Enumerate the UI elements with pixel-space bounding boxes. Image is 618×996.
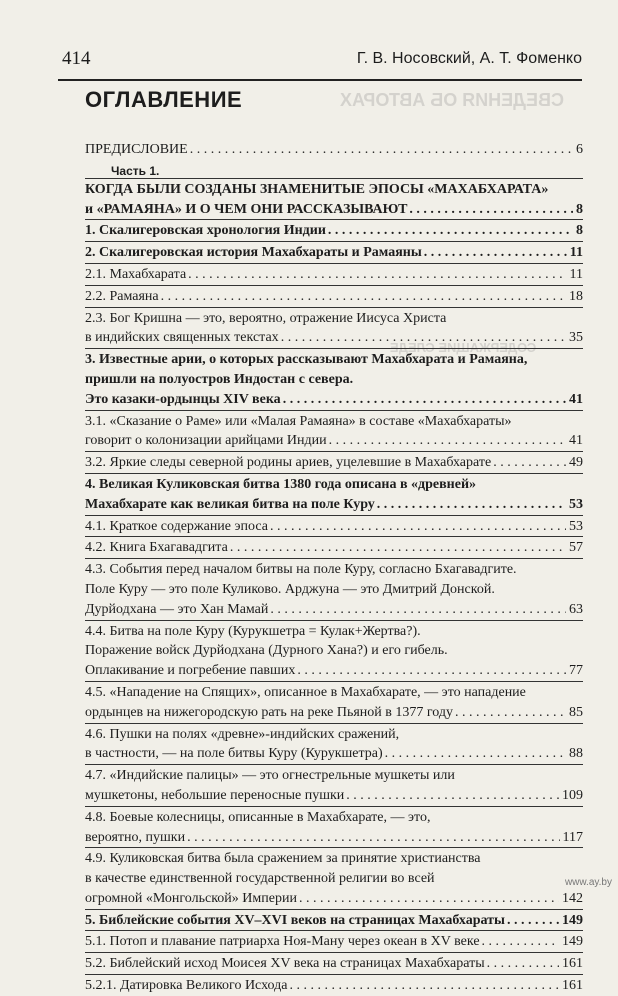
toc-entry[interactable] [85, 473, 583, 515]
toc-entry-text: 1. Скалигеровская хронология Индии [85, 223, 326, 239]
bleed-through-heading: СВЕДЕНИЯ ОБ АВТОРАХ [340, 90, 564, 110]
toc-page-number: 49 [569, 455, 583, 471]
dot-leader [281, 328, 566, 348]
toc-page-number: 35 [569, 330, 583, 346]
toc-entry-text: 4.8. Боевые колесницы, описанные в Махабхарате, — это, [85, 809, 431, 825]
toc-entry-text: 4. Великая Куликовская битва 1380 года описана в «древней» [85, 476, 477, 492]
dot-leader [424, 243, 567, 263]
toc-entry-text: Это казаки-ордынцы XIV века [85, 391, 281, 407]
toc-page-number: 88 [569, 746, 583, 762]
toc-entry-text: Махабхарате как великая битва на поле Куру [85, 496, 375, 512]
toc-page-number: 8 [576, 223, 583, 239]
dot-leader [507, 911, 559, 931]
dot-leader [346, 786, 559, 806]
toc-entry[interactable] [85, 140, 583, 160]
dot-leader [455, 703, 566, 723]
toc-page-number: 8 [576, 201, 583, 217]
dot-leader [283, 390, 566, 410]
toc-entry-text: 5.2. Библейский исход Моисея XV века на страницах Махабхараты [85, 956, 485, 972]
toc-page-number: 6 [576, 142, 583, 157]
toc-entry[interactable] [85, 515, 583, 537]
toc-entry-text: 4.1. Краткое содержание эпоса [85, 518, 268, 534]
table-of-contents [85, 140, 583, 996]
toc-entry-text: 2. Скалигеровская история Махабхараты и Рамаяны [85, 245, 422, 261]
toc-entry-text: 2.1. Махабхарата [85, 266, 187, 282]
dot-leader [385, 744, 566, 764]
toc-page-number: 117 [562, 829, 583, 845]
toc-entry[interactable] [85, 241, 583, 263]
toc-entry-text: 5. Библейские события XV–XVI веков на страницах Махабхараты [85, 912, 505, 928]
toc-page-number: 11 [569, 266, 583, 282]
toc-entry-text: в индийских священных текстах [85, 330, 279, 346]
toc-page-number: 53 [569, 518, 583, 534]
toc-entry[interactable] [85, 764, 583, 806]
toc-entry-text: 5.2.1. Датировка Великого Исхода [85, 978, 288, 994]
dot-leader [190, 140, 573, 160]
toc-entry[interactable] [85, 847, 583, 908]
toc-entry-text: 4.3. События перед началом битвы на поле Куру, согласно Бхагавадгите. [85, 562, 517, 578]
toc-entry-text: и «РАМАЯНА» И О ЧЕМ ОНИ РАССКАЗЫВАЮТ [85, 201, 408, 217]
page-number: 414 [62, 48, 91, 69]
watermark: www.ay.by [564, 877, 612, 888]
dot-leader [493, 453, 566, 473]
toc-entry[interactable] [85, 348, 583, 409]
toc-entry[interactable] [85, 723, 583, 765]
dot-leader [188, 265, 566, 285]
toc-entry[interactable] [85, 410, 583, 452]
toc-page-number: 41 [569, 391, 583, 407]
toc-page-number: 142 [562, 890, 583, 906]
toc-page-number: 149 [562, 912, 583, 928]
toc-entry-text: 3. Известные арии, о которых рассказывают Махабхарата и Рамаяна, [85, 352, 528, 368]
header-rule [58, 79, 582, 81]
running-header [0, 42, 618, 82]
part-label: Часть 1. [111, 163, 160, 178]
toc-entry-text: 2.2. Рамаяна [85, 288, 159, 304]
dot-leader [409, 200, 573, 220]
toc-page-number: 161 [562, 978, 583, 994]
toc-entry[interactable] [85, 558, 583, 619]
toc-page-number: 161 [562, 956, 583, 972]
dot-leader [230, 538, 566, 558]
toc-page-number: 149 [562, 934, 583, 950]
toc-page-number: 77 [569, 663, 583, 679]
toc-entry[interactable] [85, 952, 583, 974]
toc-page-number: 85 [569, 704, 583, 720]
toc-entry-text: 3.1. «Сказание о Раме» или «Малая Рамаяна» в составе «Махабхараты» [85, 413, 512, 429]
toc-entry[interactable] [85, 681, 583, 723]
toc-entry-text: 5.1. Потоп и плавание патриарха Ноя-Ману через океан в XV веке [85, 934, 480, 950]
toc-entry-text: 4.9. Куликовская битва была сражением за принятие христианства [85, 851, 481, 867]
toc-entry-text: мушкетоны, небольшие переносные пушки [85, 787, 345, 803]
toc-entry-text: в качестве единственной государственной религии во всей [85, 871, 435, 887]
toc-entry[interactable] [85, 620, 583, 681]
toc-entry[interactable] [85, 930, 583, 952]
running-header-authors: Г. В. Носовский, А. Т. Фоменко [356, 50, 582, 67]
dot-leader [328, 221, 573, 241]
toc-entry-text: огромной «Монгольской» Империи [85, 890, 297, 906]
toc-entry[interactable] [85, 178, 583, 220]
dot-leader [377, 495, 566, 515]
toc-entry-text: Дурйодхана — это Хан Мамай [85, 601, 269, 617]
dot-leader [299, 889, 559, 909]
toc-entry-text: пришли на полуостров Индостан с севера. [85, 371, 354, 387]
toc-entry-text: вероятно, пушки [85, 829, 186, 845]
toc-entry-text: Оплакивание и погребение павших [85, 663, 296, 679]
toc-entry[interactable] [85, 909, 583, 931]
toc-page-number: 109 [562, 787, 583, 803]
toc-entry-text: 4.6. Пушки на полях «древне»-индийских сражений, [85, 726, 400, 742]
dot-leader [187, 828, 559, 848]
bleed-through-subheading: СОДЕРЖАЩИЕ СЛЕДЕ [390, 340, 537, 355]
toc-entry-text: Поле Куру — это поле Куликово. Арджуна — это Дмитрий Донской. [85, 581, 495, 597]
toc-entry[interactable] [85, 974, 583, 996]
toc-entry-text: ПРЕДИСЛОВИЕ [85, 142, 188, 157]
toc-entry[interactable] [85, 806, 583, 848]
toc-entry-text: говорит о колонизации арийцами Индии [85, 433, 327, 449]
toc-page-number: 57 [569, 540, 583, 556]
dot-leader [487, 954, 559, 974]
toc-entry[interactable] [85, 263, 583, 285]
toc-entry[interactable] [85, 285, 583, 307]
toc-entry[interactable] [85, 307, 583, 349]
dot-leader [482, 932, 559, 952]
dot-leader [270, 517, 566, 537]
toc-page-number: 41 [569, 433, 583, 449]
toc-entry[interactable] [85, 219, 583, 241]
dot-leader [297, 661, 566, 681]
toc-entry-text: Поражение войск Дурйодхана (Дурного Хана?) и его гибель. [85, 643, 448, 659]
toc-entry-text: 4.5. «Нападение на Спящих», описанное в Махабхарате, — это нападение [85, 684, 526, 700]
toc-entry-text: КОГДА БЫЛИ СОЗДАНЫ ЗНАМЕНИТЫЕ ЭПОСЫ «МАХАБХАРАТА» [85, 181, 549, 197]
toc-page-number: 18 [569, 288, 583, 304]
toc-entry-text: ордынцев на нижегородскую рать на реке Пьяной в 1377 году [85, 704, 454, 720]
dot-leader [270, 600, 566, 620]
toc-entry[interactable] [85, 451, 583, 473]
toc-entry-text: 2.3. Бог Кришна — это, вероятно, отражение Иисуса Христа [85, 310, 447, 326]
toc-page-number: 63 [569, 601, 583, 617]
dot-leader [161, 287, 566, 307]
toc-title: ОГЛАВЛЕНИЕ [85, 87, 243, 112]
toc-entry-text: 4.4. Битва на поле Куру (Курукшетра = Кулак+Жертва?). [85, 623, 421, 639]
toc-entry-text: в частности, — на поле битвы Куру (Курукшетра) [85, 746, 383, 762]
toc-page-number: 53 [569, 496, 583, 512]
toc-entry-text: 4.2. Книга Бхагавадгита [85, 540, 228, 556]
dot-leader [329, 431, 566, 451]
toc-entry-text: 4.7. «Индийские палицы» — это огнестрельные мушкеты или [85, 768, 455, 784]
dot-leader [289, 976, 559, 996]
toc-entry[interactable] [85, 536, 583, 558]
toc-page-number: 11 [569, 245, 583, 261]
toc-entry-text: 3.2. Яркие следы северной родины ариев, уцелевшие в Махабхарате [85, 455, 492, 471]
